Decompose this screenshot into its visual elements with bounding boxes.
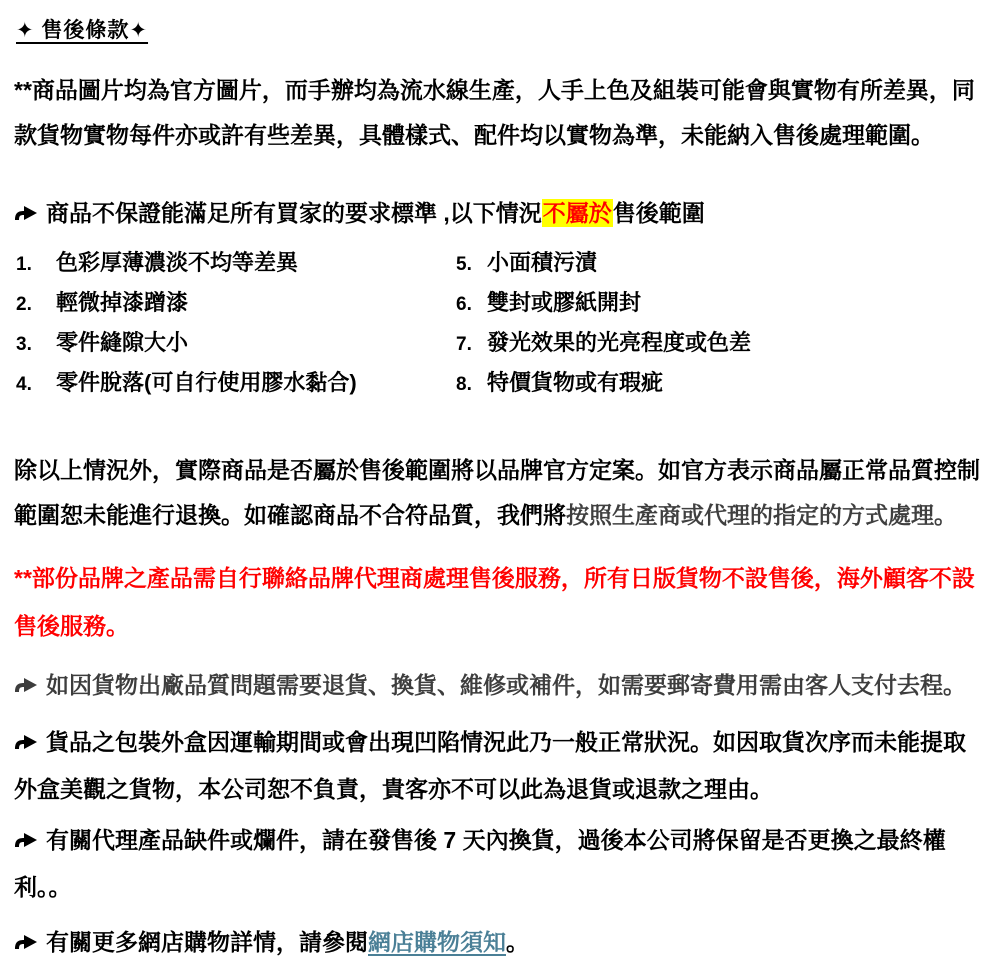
- red-notice-paragraph: **部份品牌之產品需自行聯絡品牌代理商處理售後服務，所有日版貨物不設售後，海外顧客不設售後服務。: [14, 565, 975, 639]
- list-item-text: 特價貨物或有瑕疵: [487, 370, 664, 395]
- list-item-text: 零件脫落(可自行使用膠水黏合): [56, 370, 357, 395]
- list-item-number: 3.: [16, 334, 32, 355]
- bullet-text: 貨品之包裝外盒因運輸期間或會出現凹陷情況此乃一般正常狀況。如因取貨次序而未能提取外盒美觀之貨物，本公司恕不負責，貴客亦不可以此為退貨或退款之理由。: [14, 729, 966, 802]
- bullet-text: 有關代理產品缺件或爛件，請在發售後 7 天內換貨，過後本公司將保留是否更換之最終權利。。: [14, 827, 946, 900]
- exclusions-heading-pre: 商品不保證能滿足所有買家的要求標準 ,以下情況: [46, 200, 542, 226]
- exclusions-list: [14, 246, 986, 406]
- store-shopping-guide-link[interactable]: 網店購物須知: [368, 929, 506, 955]
- list-item-number: 5.: [456, 254, 472, 275]
- bullet-text: 如因貨物出廠品質問題需要退貨、換貨、維修或補件，如需要郵寄費用需由客人支付去程。: [46, 672, 966, 698]
- exclusions-list-right-column: [456, 246, 986, 406]
- exclusions-heading: [14, 198, 986, 228]
- list-item-text: 小面積污漬: [487, 250, 598, 275]
- list-item-number: 6.: [456, 294, 472, 315]
- list-item-number: 8.: [456, 374, 472, 395]
- list-item-text: 色彩厚薄濃淡不均等差異: [56, 250, 299, 275]
- curved-right-arrow-icon: [14, 732, 43, 752]
- policy-gray-text: 按照生產商或代理的指定的方式處理。: [566, 502, 957, 528]
- page-title: ✦ 售後條款✦: [16, 19, 149, 42]
- list-item-number: 2.: [16, 294, 32, 315]
- policy-paragraph: [14, 448, 986, 538]
- bullet-paragraph-factory-quality: [14, 662, 986, 709]
- list-item: [16, 246, 456, 286]
- bullet-paragraph-packaging-dent: [14, 719, 986, 813]
- curved-right-arrow-icon: [14, 830, 43, 850]
- list-item-number: 7.: [456, 334, 472, 355]
- list-item: [456, 286, 986, 326]
- curved-right-arrow-icon: [14, 675, 43, 695]
- list-item: [16, 286, 456, 326]
- list-item-text: 發光效果的光亮程度或色差: [487, 330, 752, 355]
- list-item: [16, 366, 456, 406]
- list-item: [456, 366, 986, 406]
- exclusions-heading-post: 售後範圍: [612, 200, 705, 226]
- list-item: [456, 246, 986, 286]
- list-item: [16, 326, 456, 366]
- exclusions-heading-highlight: 不屬於: [542, 200, 612, 226]
- list-item-text: 零件縫隙大小: [56, 330, 189, 355]
- bullet-paragraph-missing-parts: [14, 817, 986, 911]
- bullet-text: 有關更多網店購物詳情，請參閱: [46, 929, 368, 955]
- list-item: [456, 326, 986, 366]
- list-item-text: 輕微掉漆蹭漆: [56, 290, 189, 315]
- list-item-number: 1.: [16, 254, 32, 275]
- list-item-text: 雙封或膠紙開封: [487, 290, 642, 315]
- exclusions-list-left-column: [16, 246, 456, 406]
- curved-right-arrow-icon: [14, 932, 43, 952]
- list-item-number: 4.: [16, 374, 32, 395]
- bullet-paragraph-more-info: [14, 919, 986, 966]
- intro-paragraph: **商品圖片均為官方圖片，而手辦均為流水線生產，人手上色及組裝可能會與實物有所差異，同款貨物實物每件亦或許有些差異，具體樣式、配件均以實物為準，未能納入售後處理範圍。: [14, 77, 975, 148]
- policy-main-text: 除以上情況外，實際商品是否屬於售後範圍將以品牌官方定案。如官方表示商品屬正常品質控制範圍恕未能進行退換。如確認商品不合符品質，我們將: [14, 457, 980, 528]
- after-sales-terms-document: [14, 14, 986, 966]
- curved-right-arrow-icon: [14, 203, 43, 223]
- bullet-text: 。: [506, 929, 529, 955]
